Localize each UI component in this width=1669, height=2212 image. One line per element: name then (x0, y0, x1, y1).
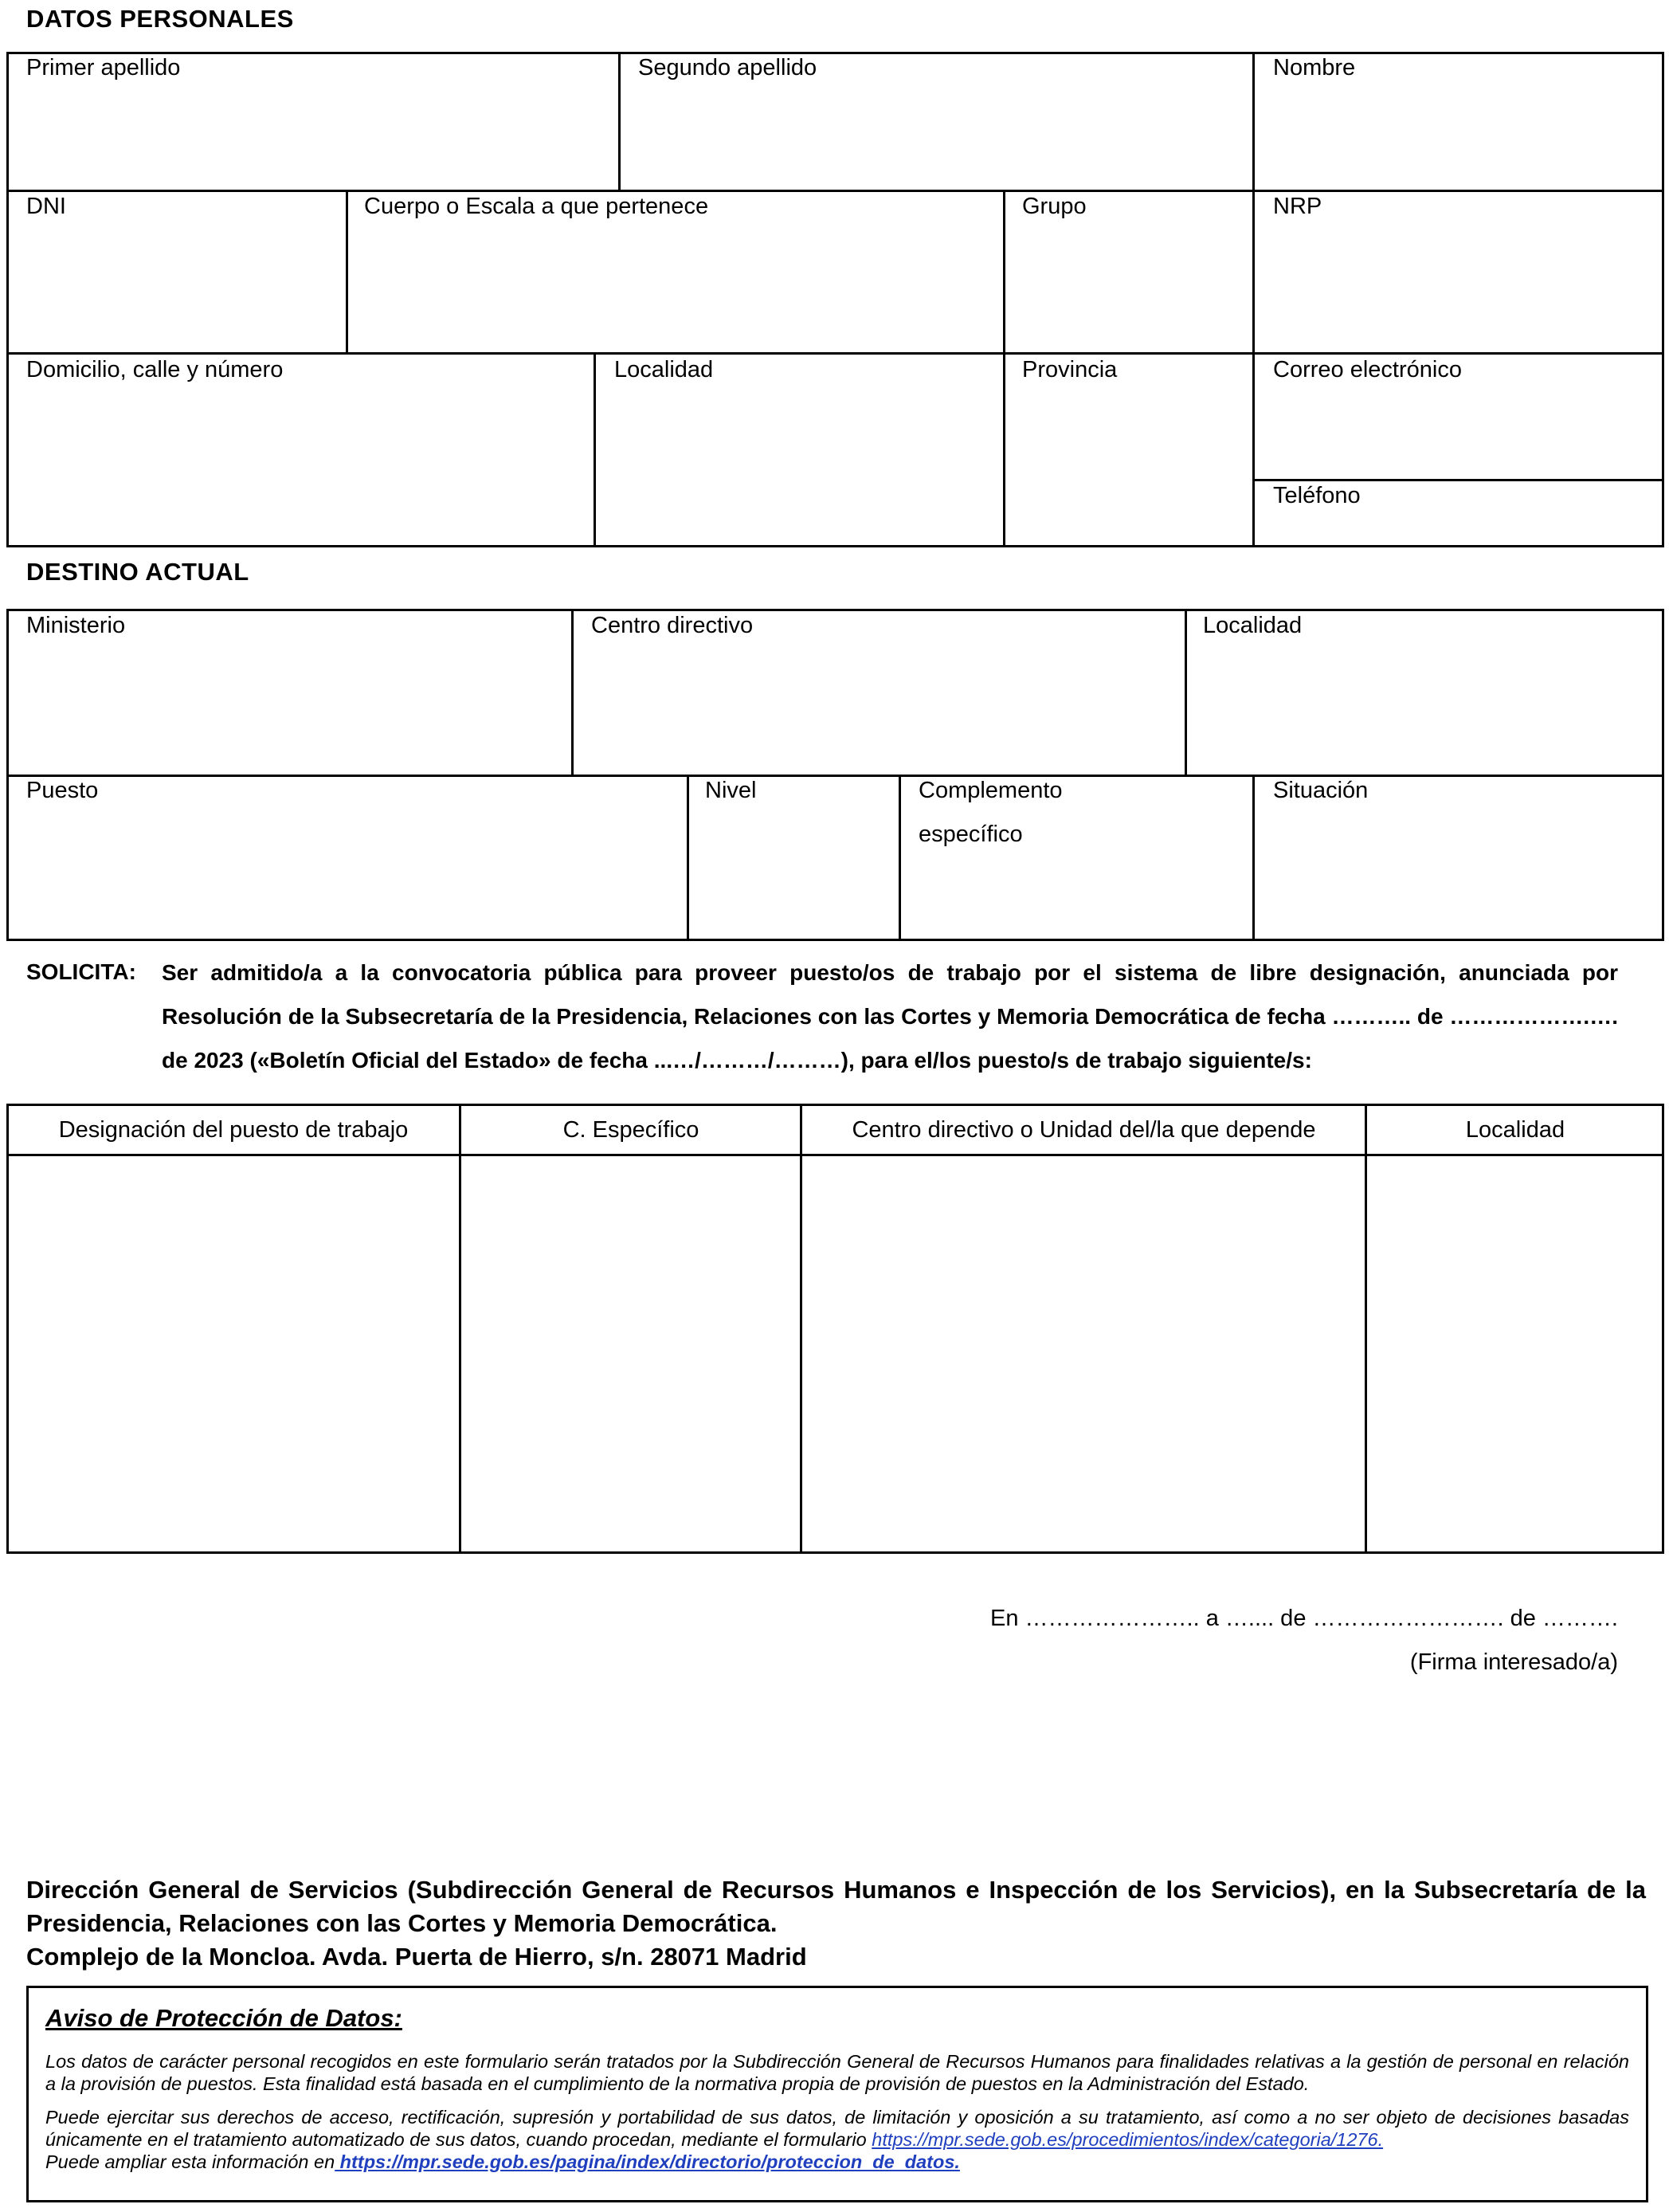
firma-label: (Firma interesado/a) (1409, 1649, 1618, 1675)
direccion-text (26, 1873, 1646, 1974)
cell-centro-directivo[interactable] (802, 1156, 1365, 1551)
divider (1185, 609, 1187, 776)
segundo-apellido-field[interactable]: Segundo apellido (638, 55, 817, 80)
divider (1254, 479, 1664, 481)
nrp-field[interactable]: NRP (1273, 194, 1322, 219)
header-localidad: Localidad (1465, 1117, 1565, 1143)
divider (594, 352, 596, 547)
divider (6, 775, 1664, 777)
divider (6, 352, 1664, 355)
aviso-paragraph-3 (45, 2151, 1629, 2173)
datos-personales-box (6, 52, 1664, 547)
complemento-label-line2: específico (919, 822, 1023, 847)
localidad-field[interactable]: Localidad (614, 357, 714, 382)
divider (1252, 52, 1255, 547)
cuerpo-escala-field[interactable]: Cuerpo o Escala a que pertenece (364, 194, 709, 219)
correo-electronico-field[interactable]: Correo electrónico (1273, 357, 1462, 382)
divider (618, 52, 621, 191)
complemento-label-line1: Complemento (919, 778, 1063, 803)
aviso-paragraph-2 (45, 2106, 1629, 2151)
divider (1003, 190, 1005, 547)
puesto-field[interactable]: Puesto (26, 778, 99, 803)
situacion-field[interactable]: Situación (1273, 778, 1369, 803)
divider (571, 609, 574, 776)
solicita-text: Ser admitido/a a la convocatoria pública para proveer puesto/os de trabajo por el sistema de libre designación, anunciada por Resolución de la Subsecretaría de la Presidencia, Relaciones con las Cortes y Memoria Democrática de fecha ……….. de ……………….…. de 2023 («Boletín Oficial del Estado» de fecha ...…/………/………), para el/los puesto/s de trabajo siguiente/s: (162, 960, 1618, 1073)
divider (1252, 775, 1255, 941)
solicita-label: SOLICITA: (26, 959, 136, 984)
aviso-p3-text: Puede ampliar esta información en (45, 2151, 335, 2172)
primer-apellido-field[interactable]: Primer apellido (26, 55, 181, 80)
localidad-destino-field[interactable]: Localidad (1203, 613, 1303, 638)
direccion-line2: Complejo de la Moncloa. Avda. Puerta de Hierro, s/n. 28071 Madrid (26, 1943, 807, 1971)
header-designacion: Designación del puesto de trabajo (58, 1117, 409, 1143)
divider (687, 775, 689, 941)
domicilio-field[interactable]: Domicilio, calle y número (26, 357, 284, 382)
dni-field[interactable]: DNI (26, 194, 66, 219)
provincia-field[interactable]: Provincia (1022, 357, 1118, 382)
section-title-destino-actual: DESTINO ACTUAL (26, 558, 249, 586)
nivel-field[interactable]: Nivel (705, 778, 757, 803)
telefono-field[interactable]: Teléfono (1273, 483, 1361, 508)
formulario-link[interactable]: https://mpr.sede.gob.es/procedimientos/index/categoria/1276. (872, 2129, 1384, 2150)
cell-localidad[interactable] (1367, 1156, 1662, 1551)
aviso-title: Aviso de Protección de Datos: (45, 2004, 402, 2032)
header-c-especifico: C. Específico (562, 1117, 699, 1143)
cell-designacion[interactable] (9, 1156, 459, 1551)
complemento-especifico-field[interactable] (919, 777, 1063, 848)
divider (6, 190, 1664, 192)
aviso-paragraph-1: Los datos de carácter personal recogidos en este formulario serán tratados por la Subdirección General de Recursos Humanos para finalidades relativas a la gestión de personal en relación a la provisión de puestos. Esta finalidad está basada en el cumplimiento de la normativa propia de provisión de puestos en la Administración del Estado. (45, 2051, 1629, 2094)
nombre-field[interactable]: Nombre (1273, 55, 1356, 80)
divider (346, 190, 348, 354)
header-centro-directivo: Centro directivo o Unidad del/la que depende (852, 1117, 1316, 1143)
aviso-p2-text: Puede ejercitar sus derechos de acceso, rectificación, supresión y portabilidad de sus datos, de limitación y oposición a su tratamiento, así como a no ser objeto de decisiones basadas únicamente en el tratamiento automatizado de sus datos, cuando procedan, mediante el formulario (45, 2107, 1629, 2150)
grupo-field[interactable]: Grupo (1022, 194, 1087, 219)
fecha-lugar-line: En ………………….. a ….... de ……………………. de ………. (990, 1606, 1618, 1631)
direccion-line1: Dirección General de Servicios (Subdirección General de Recursos Humanos e Inspección de los Servicios), en la Subsecretaría de la Presidencia, Relaciones con las Cortes y Memoria Democrática. (26, 1876, 1646, 1937)
ministerio-field[interactable]: Ministerio (26, 613, 126, 638)
cell-c-especifico[interactable] (461, 1156, 800, 1551)
centro-directivo-field[interactable]: Centro directivo (591, 613, 754, 638)
section-title-datos-personales: DATOS PERSONALES (26, 5, 294, 33)
divider (899, 775, 901, 941)
proteccion-datos-link[interactable]: https://mpr.sede.gob.es/pagina/index/directorio/proteccion_de_datos. (335, 2151, 960, 2172)
